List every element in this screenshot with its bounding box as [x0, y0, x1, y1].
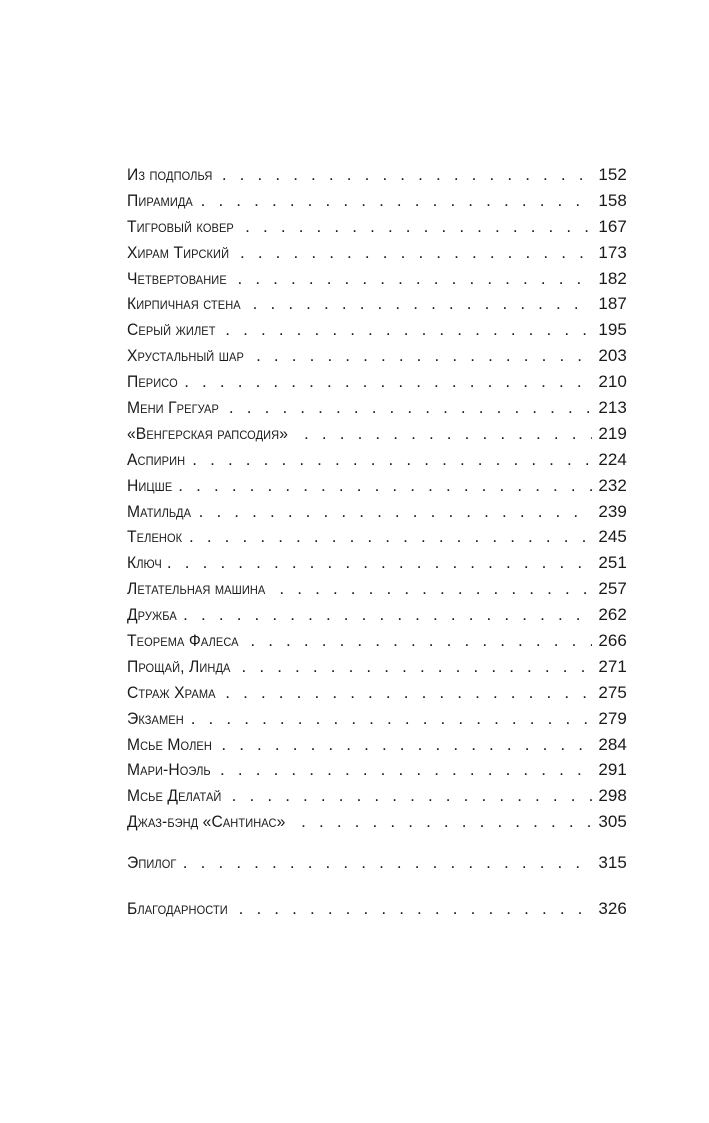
toc-entry-title: Теорема Фалеса — [127, 631, 239, 651]
toc-entry-title: Хирам Тирский — [127, 242, 230, 262]
toc-entry-page: 152 — [598, 165, 627, 184]
toc-entry-title: Тигровый ковер — [127, 216, 234, 236]
dot-leader — [304, 421, 592, 447]
dot-leader — [220, 757, 592, 783]
toc-entry-page: 213 — [598, 398, 627, 418]
dot-leader — [183, 602, 592, 628]
toc-entry-epilogue — [127, 850, 627, 876]
toc-entry-title: Прощай, Линда — [127, 656, 231, 676]
toc-entry-title: Аспирин — [127, 449, 186, 469]
toc-entry-page: 224 — [598, 449, 627, 469]
toc-entry — [127, 162, 627, 188]
toc-entry-page: 279 — [598, 708, 627, 728]
toc-entry-page: 315 — [598, 853, 627, 873]
toc-entry — [127, 395, 627, 421]
dot-leader — [221, 732, 592, 758]
toc-entry — [127, 680, 627, 706]
toc-entry-page: 266 — [598, 631, 627, 651]
toc-entry-title: Мени Грегуар — [127, 398, 219, 418]
toc-entry-page: 291 — [598, 760, 627, 780]
dot-leader — [242, 654, 593, 680]
toc-entry-page: 173 — [598, 242, 627, 262]
toc-entry-page: 158 — [598, 190, 627, 210]
toc-entry — [127, 266, 627, 292]
dot-leader — [222, 162, 593, 188]
toc-entry-title: Четвертование — [127, 268, 227, 288]
toc-entry-page: 239 — [598, 501, 627, 521]
toc-entry-title: Из подполья — [127, 165, 213, 184]
toc-entry-page: 182 — [598, 268, 627, 288]
toc-entry — [127, 576, 627, 602]
toc-entry-title: Кирпичная стена — [127, 294, 241, 314]
toc-entry-page: 219 — [598, 423, 627, 443]
toc-entry-page: 167 — [598, 216, 627, 236]
dot-leader — [225, 680, 592, 706]
toc-entry-page: 245 — [598, 527, 627, 547]
toc-entry-title: Эпилог — [127, 853, 177, 873]
dot-leader — [178, 473, 592, 499]
toc-entry — [127, 214, 627, 240]
toc-entry — [127, 369, 627, 395]
toc-entry-page: 232 — [598, 475, 627, 495]
toc-entry-page: 284 — [598, 734, 627, 754]
dot-leader — [240, 240, 592, 266]
toc-entry-page: 210 — [598, 372, 627, 392]
toc-entry — [127, 240, 627, 266]
dot-leader — [301, 809, 592, 835]
toc-entry-page: 203 — [598, 346, 627, 366]
dot-leader — [229, 395, 592, 421]
dot-leader — [237, 266, 592, 292]
toc-entry-page: 262 — [598, 605, 627, 625]
table-of-contents — [127, 162, 627, 922]
toc-entry-title: Дружба — [127, 605, 177, 625]
dot-leader — [232, 783, 593, 809]
toc-entry — [127, 343, 627, 369]
toc-entry-title: Ключ — [127, 553, 162, 573]
dot-leader — [245, 214, 592, 240]
toc-entry-title: Серый жилет — [127, 320, 216, 340]
dot-leader — [183, 850, 593, 876]
dot-leader — [225, 317, 592, 343]
toc-entry — [127, 706, 627, 732]
toc-entry-page: 305 — [598, 812, 627, 832]
toc-entry-title: Теленок — [127, 527, 183, 547]
toc-entry-title: Мари-Ноэль — [127, 760, 211, 780]
toc-entry-page: 326 — [598, 899, 627, 919]
toc-entry-title: «Венгерская рапсодия» — [127, 423, 289, 443]
toc-entry-title: Хрустальный шар — [127, 346, 244, 366]
toc-entry — [127, 732, 627, 758]
toc-entry — [127, 188, 627, 214]
toc-entry-title: Пирамида — [127, 190, 193, 210]
toc-entry-page: 187 — [598, 294, 627, 314]
toc-entry-page: 195 — [598, 320, 627, 340]
toc-entry — [127, 524, 627, 550]
toc-entry — [127, 783, 627, 809]
toc-entry-title: Ницше — [127, 475, 173, 495]
dot-leader — [239, 896, 593, 922]
toc-entry-title: Джаз-бэнд «Сантинас» — [127, 812, 286, 832]
toc-entry — [127, 602, 627, 628]
dot-leader — [189, 524, 592, 550]
toc-entry-title: Мсье Делатай — [127, 786, 222, 806]
toc-entry-title: Мсье Молен — [127, 734, 212, 754]
toc-entry-page: 257 — [598, 579, 627, 599]
toc-entry — [127, 499, 627, 525]
toc-entry — [127, 447, 627, 473]
dot-leader — [250, 628, 592, 654]
toc-entry — [127, 317, 627, 343]
toc-entry — [127, 757, 627, 783]
toc-entry — [127, 628, 627, 654]
dot-leader — [184, 369, 592, 395]
toc-entry — [127, 654, 627, 680]
dot-leader — [191, 706, 593, 732]
toc-entry — [127, 809, 627, 835]
toc-entry-title: Перисо — [127, 372, 178, 392]
toc-entry-title: Экзамен — [127, 708, 184, 728]
dot-leader — [201, 188, 593, 214]
toc-entry-acknowledgements — [127, 896, 627, 922]
toc-entry — [127, 473, 627, 499]
toc-entry-page: 251 — [598, 553, 627, 573]
toc-entry-title: Страж Храма — [127, 682, 216, 702]
toc-entry-page: 271 — [598, 656, 627, 676]
toc-entry — [127, 291, 627, 317]
toc-entry-title: Матильда — [127, 501, 192, 521]
toc-entry — [127, 421, 627, 447]
dot-leader — [279, 576, 592, 602]
toc-entry-page: 275 — [598, 682, 627, 702]
toc-entry-page: 298 — [598, 786, 627, 806]
dot-leader — [167, 550, 592, 576]
toc-entry-title: Благодарности — [127, 899, 228, 919]
toc-entry-title: Летательная машина — [127, 579, 266, 599]
dot-leader — [256, 343, 592, 369]
dot-leader — [192, 447, 592, 473]
dot-leader — [253, 291, 593, 317]
toc-entry — [127, 550, 627, 576]
dot-leader — [199, 499, 593, 525]
